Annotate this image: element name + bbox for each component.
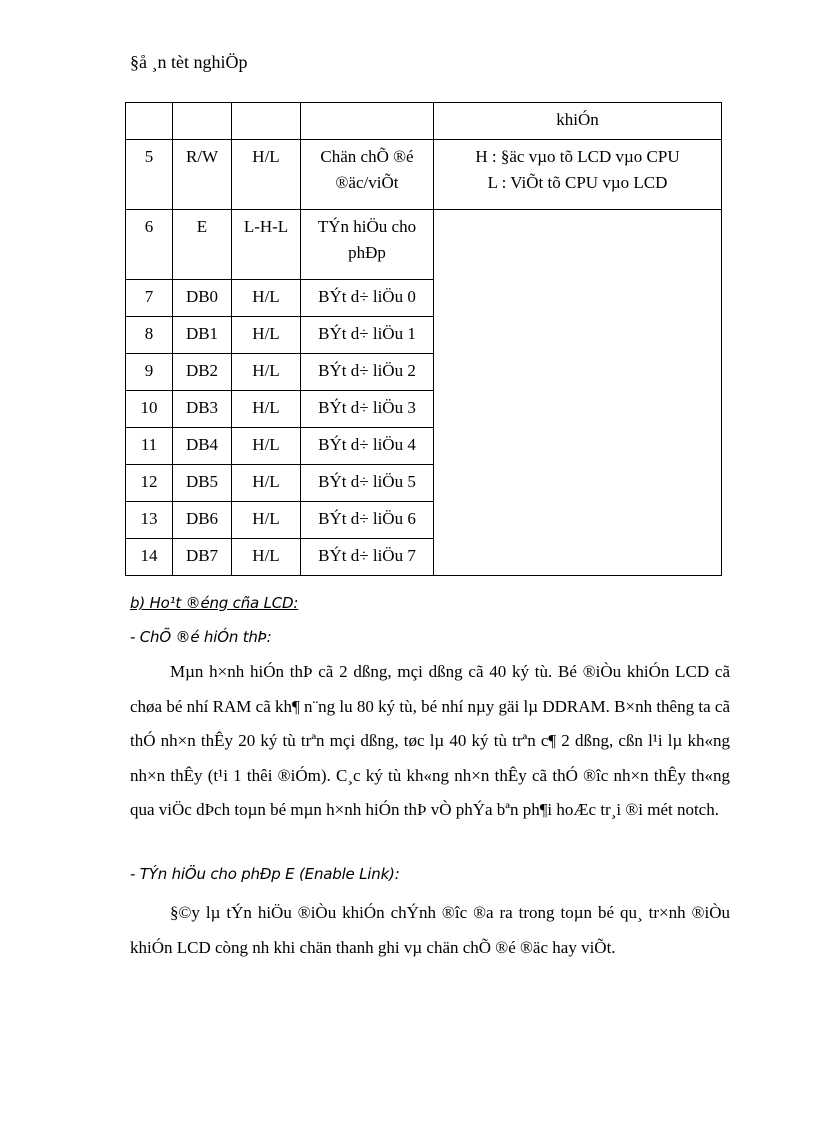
- sub2-title: - TÝn hiÖu cho phÐp E (Enable Link):: [130, 865, 400, 883]
- table-cell: H/L: [232, 140, 301, 210]
- table-cell: Chän chÕ ®é ®äc/viÕt: [301, 140, 434, 210]
- table-cell: H : §äc vµo tõ LCD vµo CPU L : ViÕt tõ CPU vµo LCD: [434, 140, 722, 210]
- table-cell: khiÓn: [434, 103, 722, 140]
- section-b-title: b) Ho¹t ®éng cña LCD:: [130, 594, 299, 612]
- table-row: [126, 103, 722, 140]
- table-cell: H/L: [232, 428, 301, 465]
- table-cell: H/L: [232, 280, 301, 317]
- table-cell: DB0: [173, 280, 232, 317]
- table-cell: BÝt d÷ liÖu 7: [301, 539, 434, 576]
- table-cell: L-H-L: [232, 210, 301, 280]
- table-cell: 12: [126, 465, 173, 502]
- table-cell: BÝt d÷ liÖu 0: [301, 280, 434, 317]
- table-cell: 7: [126, 280, 173, 317]
- table-cell: H/L: [232, 354, 301, 391]
- table-cell: DB7: [173, 539, 232, 576]
- table-cell: [232, 103, 301, 140]
- sub1-title: - ChÕ ®é hiÓn thÞ:: [130, 628, 272, 646]
- table-cell: 5: [126, 140, 173, 210]
- table-cell: DB5: [173, 465, 232, 502]
- table-cell: DB1: [173, 317, 232, 354]
- table-cell: H/L: [232, 539, 301, 576]
- table-cell: BÝt d÷ liÖu 6: [301, 502, 434, 539]
- table-cell: 6: [126, 210, 173, 280]
- table-cell: BÝt d÷ liÖu 1: [301, 317, 434, 354]
- table-cell: [173, 103, 232, 140]
- table-cell: BÝt d÷ liÖu 3: [301, 391, 434, 428]
- paragraph-enable-signal: §©y lµ tÝn hiÖu ®iÒu khiÓn chÝnh ®îc ®a ra trong toµn bé qu¸ tr×nh ®iÒu khiÓn LCD còng nh khi chän thanh ghi vµ chän chÕ ®é ®äc hay viÕt.: [130, 903, 730, 957]
- table-row: [126, 210, 722, 280]
- table-cell: 10: [126, 391, 173, 428]
- table-cell: [126, 103, 173, 140]
- table-cell: DB3: [173, 391, 232, 428]
- paragraph-display-mode: Mµn h×nh hiÓn thÞ cã 2 dßng, mçi dßng cã 40 ký tù. Bé ®iÒu khiÓn LCD cã chøa bé nhí RAM cã kh¶ n¨ng lu 80 ký tù, bé nhí nµy gäi lµ DDRAM. B×nh thêng ta cã thÓ nh×n thÊy 20 ký tù trªn mçi dßng, tøc lµ 40 ký tù trªn c¶ 2 dßng, cßn l¹i lµ kh«ng nh×n thÊy (t¹i 1 thêi ®iÓm). C¸c ký tù kh«ng nh×n thÊy cã thÓ ®îc nh×n thÊy th«ng qua viÖc dÞch toµn bé mµn h×nh hiÓn thÞ vÒ phÝa bªn ph¶i hoÆc tr¸i ®i mét notch.: [130, 662, 730, 819]
- table-cell: DB4: [173, 428, 232, 465]
- table-cell: H/L: [232, 465, 301, 502]
- table-cell: 8: [126, 317, 173, 354]
- table-cell: TÝn hiÖu cho phÐp: [301, 210, 434, 280]
- page-header: §å ¸n tèt nghiÖp: [130, 52, 248, 72]
- table-cell: H/L: [232, 317, 301, 354]
- table-cell: DB2: [173, 354, 232, 391]
- table-cell: 9: [126, 354, 173, 391]
- table-cell: 11: [126, 428, 173, 465]
- table-row: [126, 140, 722, 210]
- pin-table: [125, 102, 722, 576]
- table-cell: H/L: [232, 391, 301, 428]
- table-cell: [301, 103, 434, 140]
- table-cell: E: [173, 210, 232, 280]
- table-cell: BÝt d÷ liÖu 5: [301, 465, 434, 502]
- table-cell: 13: [126, 502, 173, 539]
- table-cell: H/L: [232, 502, 301, 539]
- table-cell: BÝt d÷ liÖu 4: [301, 428, 434, 465]
- table-cell: DB6: [173, 502, 232, 539]
- table-cell: BÝt d÷ liÖu 2: [301, 354, 434, 391]
- table-cell: R/W: [173, 140, 232, 210]
- table-cell: 14: [126, 539, 173, 576]
- table-cell-merged: [434, 210, 722, 576]
